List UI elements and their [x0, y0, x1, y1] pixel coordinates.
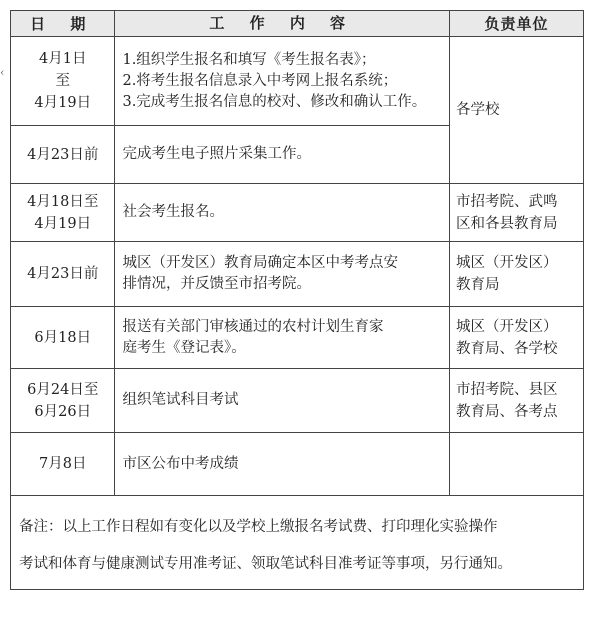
note-line: 备注：以上工作日程如有变化以及学校上缴报名考试费、打印理化实验操作	[19, 518, 498, 535]
content-line: 完成考生电子照片采集工作。	[122, 146, 311, 162]
note-row	[11, 496, 584, 590]
unit-line: 教育局、各考点	[455, 403, 558, 420]
margin-mark: ‹	[0, 66, 5, 79]
content-cell	[115, 369, 450, 433]
date-cell	[11, 307, 115, 369]
date-line: 7月8日	[39, 456, 87, 472]
date-line: 至	[55, 73, 70, 89]
unit-cell: 各学校	[449, 37, 583, 184]
date-line: 4月1日	[39, 51, 87, 67]
table-row	[11, 242, 584, 307]
unit-cell	[449, 433, 583, 496]
header-date: 日 期	[11, 11, 115, 37]
content-line: 城区（开发区）教育局确定本区中考考点安	[122, 255, 398, 271]
content-cell	[115, 433, 450, 496]
unit-line: 城区（开发区）	[455, 318, 558, 335]
date-line: 6月24日至	[27, 381, 99, 398]
content-cell	[115, 242, 450, 307]
content-line: 3.完成考生报名信息的校对、修改和确认工作。	[122, 93, 427, 110]
content-cell	[115, 126, 450, 184]
content-line: 2.将考生报名信息录入中考网上报名系统；	[122, 72, 398, 89]
content-line: 1.组织学生报名和填写《考生报名表》；	[122, 51, 376, 68]
schedule-table	[10, 10, 584, 590]
date-cell	[11, 184, 115, 242]
content-line: 庭考生《登记表》。	[122, 339, 246, 356]
table-row	[11, 184, 584, 242]
content-line: 排情况，并反馈至市招考院。	[122, 276, 311, 292]
table-row	[11, 307, 584, 369]
table-row	[11, 433, 584, 496]
date-line: 4月19日	[34, 215, 92, 232]
table-row	[11, 37, 584, 126]
date-line: 6月26日	[34, 403, 92, 420]
date-line: 6月18日	[34, 329, 92, 346]
header-content: 工 作 内 容	[115, 11, 450, 37]
note-cell	[11, 496, 584, 590]
content-cell	[115, 184, 450, 242]
header-unit: 负责单位	[449, 11, 583, 37]
content-line: 组织笔试科目考试	[122, 392, 239, 408]
content-cell	[115, 37, 450, 126]
note-line: 考试和体育与健康测试专用准考证、领取笔试科目准考证等事项，另行通知。	[19, 555, 512, 572]
content-line: 社会考生报名。	[122, 204, 224, 220]
date-line: 4月18日至	[27, 193, 99, 210]
unit-cell	[449, 369, 583, 433]
date-cell	[11, 37, 115, 126]
header-row	[11, 11, 584, 37]
date-line: 4月23日前	[27, 266, 99, 282]
unit-line: 教育局、各学校	[455, 340, 558, 357]
unit-cell	[449, 184, 583, 242]
date-cell	[11, 242, 115, 307]
unit-line: 区和各县教育局	[455, 215, 558, 232]
content-line: 报送有关部门审核通过的农村计划生育家	[122, 318, 384, 335]
unit-line: 市招考院、县区	[455, 381, 558, 398]
unit-cell	[449, 242, 583, 307]
date-cell	[11, 369, 115, 433]
date-cell	[11, 126, 115, 184]
table-row	[11, 369, 584, 433]
unit-cell	[449, 307, 583, 369]
content-line: 市区公布中考成绩	[122, 455, 239, 472]
date-line: 4月23日前	[27, 146, 99, 163]
unit-line: 城区（开发区）	[455, 255, 558, 271]
content-cell	[115, 307, 450, 369]
date-cell	[11, 433, 115, 496]
date-line: 4月19日	[34, 95, 92, 111]
unit-line: 市招考院、武鸣	[455, 193, 558, 210]
unit-line: 教育局	[455, 277, 500, 293]
